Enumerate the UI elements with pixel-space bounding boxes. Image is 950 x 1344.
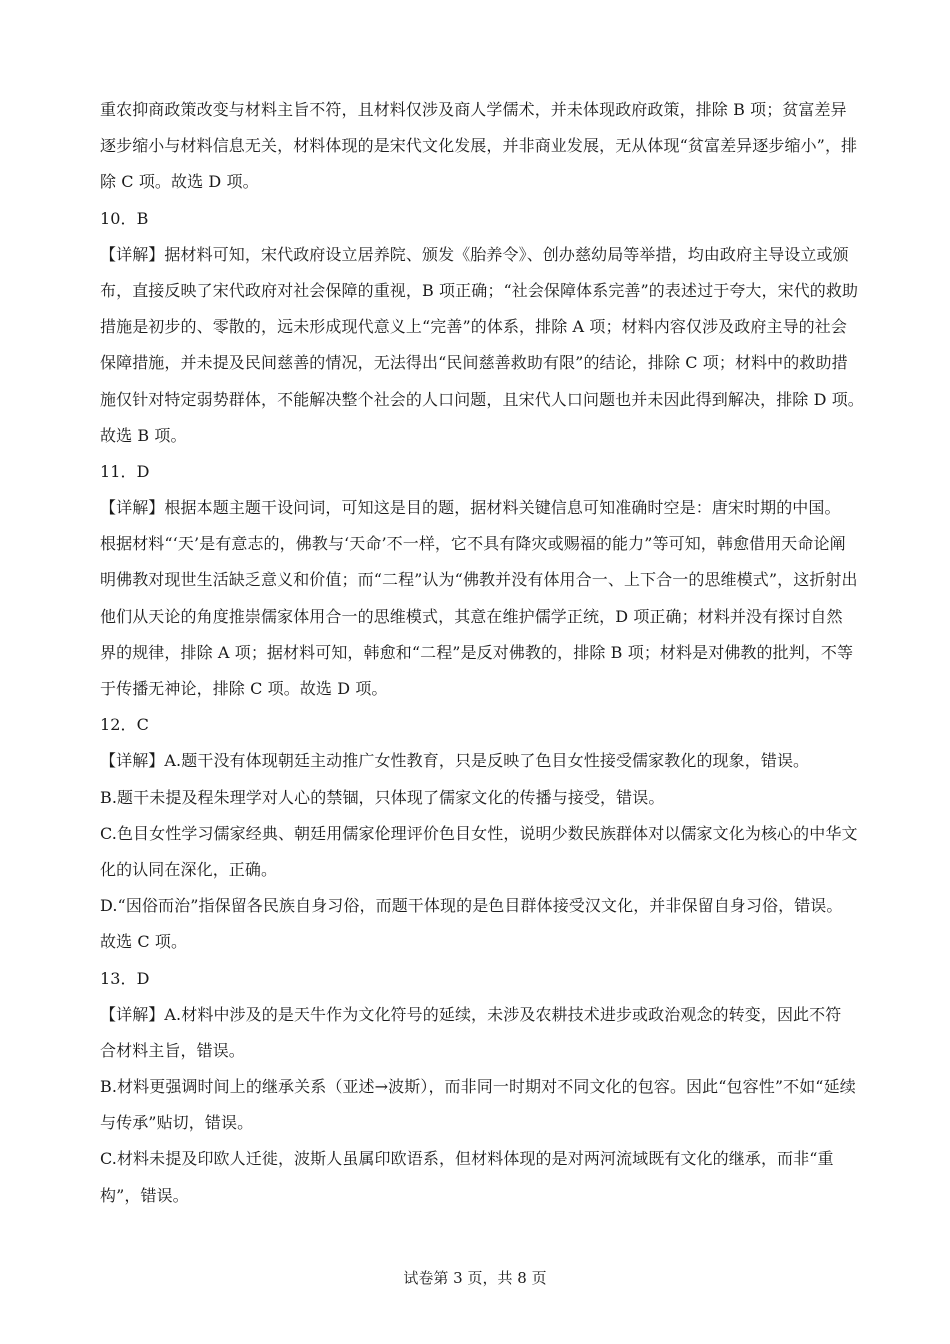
text-line: 明佛教对现世生活缺乏意义和价值；而“二程”认为“佛教并没有体用合一、上下合一的思维模式”，这折射出: [100, 570, 858, 590]
text-line: 于传播无神论，排除 C 项。故选 D 项。: [100, 679, 388, 698]
text-line: 根据材料“‘天’是有意志的，佛教与‘天命’不一样，它不具有降灾或赐福的能力”等可知，韩愈借用天命论阐: [100, 534, 846, 554]
text-line: B.材料更强调时间上的继承关系（亚述→波斯），而非同一时期对不同文化的包容。因此“包容性”不如“延续: [100, 1077, 856, 1097]
text-line: 与传承”贴切，错误。: [100, 1113, 254, 1133]
text-line: 保障措施，并未提及民间慈善的情况，无法得出“民间慈善救助有限”的结论，排除 C 项；材料中的救助措: [100, 353, 848, 373]
question-number: 10．B: [100, 208, 149, 228]
text-line: C.材料未提及印欧人迁徙，波斯人虽属印欧语系，但材料体现的是对两河流域既有文化的继承，而非“重: [100, 1149, 834, 1169]
text-line: 故选 B 项。: [100, 425, 187, 445]
text-line: 构”，错误。: [100, 1185, 189, 1205]
text-line: 故选 C 项。: [100, 932, 188, 952]
question-number: 13．D: [100, 968, 150, 988]
text-line: B.题干未提及程朱理学对人心的禁锢，只体现了儒家文化的传播与接受，错误。: [100, 787, 665, 807]
page-footer: 试卷第 3 页，共 8 页: [403, 1269, 547, 1287]
text-line: 合材料主旨，错误。: [100, 1040, 245, 1060]
question-number: 11．D: [100, 461, 150, 481]
text-line: 【详解】据材料可知，宋代政府设立居养院、颁发《胎养令》、创办慈幼局等举措，均由政府主导设立或颁: [100, 244, 849, 264]
text-line: D.“因俗而治”指保留各民族自身习俗，而题干体现的是色目群体接受汉文化，并非保留自身习俗，错误。: [100, 896, 843, 916]
page-body: [100, 92, 865, 1214]
question-number: 12．C: [100, 715, 150, 735]
text-line: 【详解】A.材料中涉及的是天牛作为文化符号的延续，未涉及农耕技术进步或政治观念的转变，因此不符: [100, 1004, 842, 1024]
text-line: C.色目女性学习儒家经典、朝廷用儒家伦理评价色目女性，说明少数民族群体对以儒家文化为核心的中华文: [100, 823, 858, 843]
text-line: 措施是初步的、零散的，远未形成现代意义上“完善”的体系，排除 A 项；材料内容仅涉及政府主导的社会: [100, 317, 847, 337]
text-line: 【详解】A.题干没有体现朝廷主动推广女性教育，只是反映了色目女性接受儒家教化的现象，错误。: [100, 751, 810, 771]
text-line: 布，直接反映了宋代政府对社会保障的重视，B 项正确；“社会保障体系完善”的表述过于夸大，宋代的救助: [100, 280, 859, 300]
text-line: 施仅针对特定弱势群体，不能解决整个社会的人口问题，且宋代人口问题也并未因此得到解决，排除 D 项。: [100, 389, 864, 409]
text-line: 化的认同在深化，正确。: [100, 859, 278, 879]
text-line: 逐步缩小与材料信息无关，材料体现的是宋代文化发展，并非商业发展，无从体现“贫富差异逐步缩小”，排: [100, 136, 858, 156]
text-line: 重农抑商政策改变与材料主旨不符，且材料仅涉及商人学儒术，并未体现政府政策，排除 B 项；贫富差异: [100, 100, 847, 119]
text-line: 除 C 项。故选 D 项。: [100, 172, 259, 192]
text-line: 他们从天论的角度推崇儒家体用合一的思维模式，其意在维护儒学正统，D 项正确；材料并没有探讨自然: [100, 606, 843, 626]
text-line: 【详解】根据本题主题干设问词，可知这是目的题，据材料关键信息可知准确时空是：唐宋时期的中国。: [100, 498, 841, 518]
text-line: 界的规律，排除 A 项；据材料可知，韩愈和“二程”是反对佛教的，排除 B 项；材料是对佛教的批判，不等: [100, 642, 854, 662]
